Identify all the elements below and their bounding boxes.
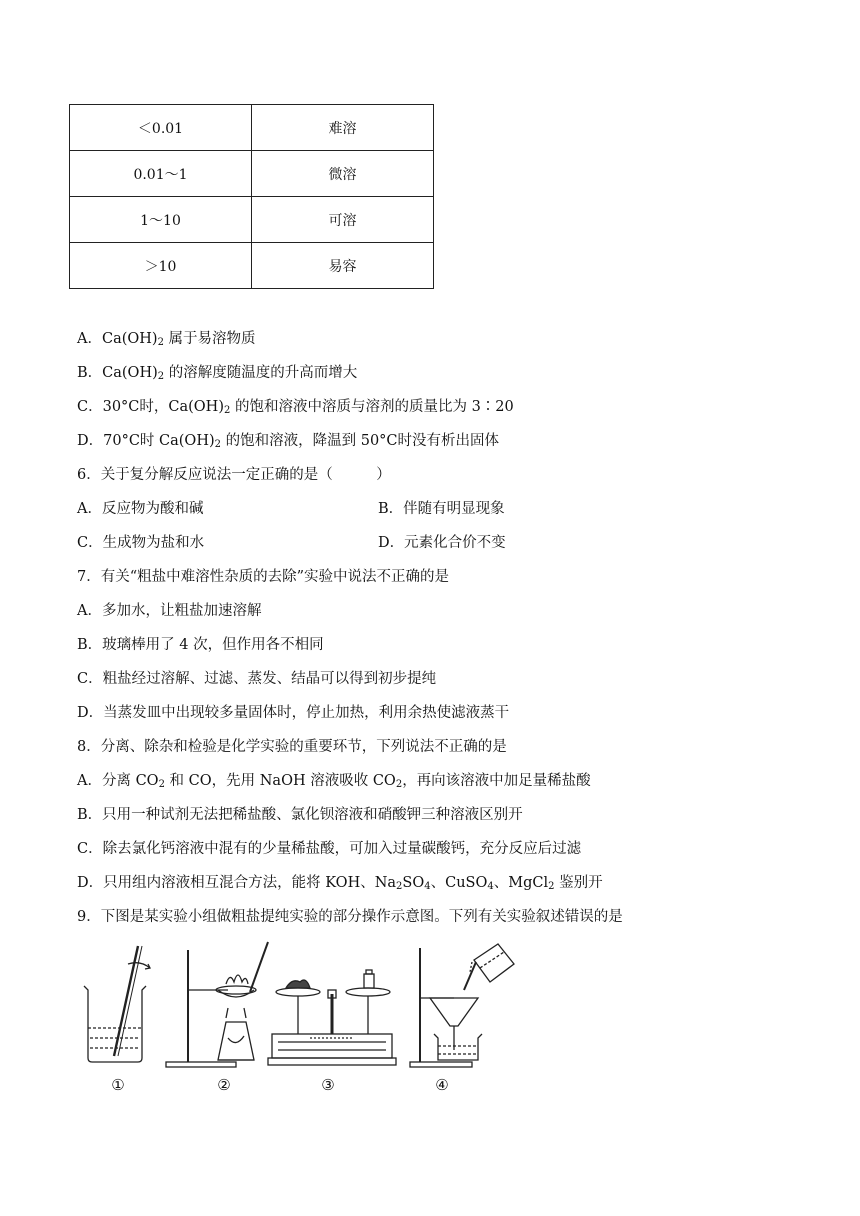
table-cell-range: 1～10 [70,197,252,243]
q6-option-c: C．生成物为盐和水 [77,535,205,551]
experiment-figure [78,938,518,1094]
table-row [70,151,434,197]
solubility-table [69,104,434,289]
option-text: B．Ca(OH) [77,365,158,381]
option-text: ，再向该溶液中加足量稀盐酸 [402,773,591,789]
option-text: 、CuSO [430,875,488,891]
option-text: 和 CO，先用 NaOH 溶液吸收 CO [164,773,396,789]
figure-label-3: ③ [321,1076,335,1094]
subscript: 2 [157,371,165,382]
option-text: 的饱和溶液，降温到 50°C时没有析出固体 [221,433,500,449]
evaporation-illustration [166,942,268,1067]
q8-option-b: B．只用一种试剂无法把稀盐酸、氯化钡溶液和硝酸钾三种溶液区别开 [77,807,523,823]
table-cell-label: 难溶 [252,105,434,151]
q7-stem: 7．有关“粗盐中难溶性杂质的去除”实验中说法不正确的是 [77,569,450,585]
q8-option-d [77,873,603,893]
q9-stem: 9．下图是某实验小组做粗盐提纯实验的部分操作示意图。下列有关实验叙述错误的是 [77,909,623,925]
subscript: 2 [214,439,221,450]
option-text: 的溶解度随温度的升高而增大 [164,365,358,381]
figure-label-2: ② [217,1076,231,1094]
q8-option-a [77,771,591,791]
subscript: 2 [158,779,165,790]
table-cell-range: 0.01～1 [70,151,252,197]
table-cell-label: 可溶 [252,197,434,243]
beaker-stirring-illustration [84,946,150,1062]
subscript: 2 [223,405,231,416]
figure-label-1: ① [111,1076,125,1094]
q8-stem: 8．分离、除杂和检验是化学实验的重要环节，下列说法不正确的是 [77,739,507,755]
option-text: D．只用组内溶液相互混合方法，能将 KOH、Na [77,875,397,891]
q7-option-a: A．多加水，让粗盐加速溶解 [77,603,262,619]
figure-label-4: ④ [435,1076,449,1094]
q6-option-d: D．元素化合价不变 [378,535,506,551]
option-text: A．分离 CO [77,773,159,789]
option-text: SO [402,875,425,891]
q8-option-c: C．除去氯化钙溶液中混有的少量稀盐酸，可加入过量碳酸钙，充分反应后过滤 [77,841,582,857]
q7-option-d: D．当蒸发皿中出现较多量固体时，停止加热，利用余热使滤液蒸干 [77,705,510,721]
table-cell-label: 微溶 [252,151,434,197]
table-cell-range: ＜0.01 [70,105,252,151]
subscript: 2 [157,337,164,348]
subscript: 2 [395,779,403,790]
subscript: 4 [487,881,494,892]
table-row [70,105,434,151]
subscript: 4 [424,881,431,892]
option-text: D．70°C时 Ca(OH) [77,433,215,449]
table-row [70,197,434,243]
balance-illustration [268,970,396,1065]
table-row [70,243,434,289]
q5-option-b [77,363,357,383]
q5-option-d [77,431,499,451]
q5-option-a [77,329,256,349]
option-text: A．Ca(OH) [77,331,158,347]
option-text: 鉴别开 [554,875,603,891]
subscript: 2 [396,881,403,892]
option-text: 、MgCl [493,875,549,891]
option-text: 的饱和溶液中溶质与溶剂的质量比为 3∶20 [230,399,514,415]
q6-option-a: A．反应物为酸和碱 [77,501,204,517]
option-text: C．30°C时，Ca(OH) [77,399,224,415]
q7-option-b: B．玻璃棒用了 4 次，但作用各不相同 [77,637,324,653]
table-cell-range: ＞10 [70,243,252,289]
option-text: 属于易溶物质 [163,331,256,347]
q7-option-c: C．粗盐经过溶解、过滤、蒸发、结晶可以得到初步提纯 [77,671,437,687]
table-cell-label: 易容 [252,243,434,289]
filtration-illustration [410,944,514,1067]
q5-option-c [77,397,514,417]
q6-stem: 6．关于复分解反应说法一定正确的是（ ） [77,467,391,483]
q6-option-b: B．伴随有明显现象 [378,501,505,517]
subscript: 2 [548,881,555,892]
